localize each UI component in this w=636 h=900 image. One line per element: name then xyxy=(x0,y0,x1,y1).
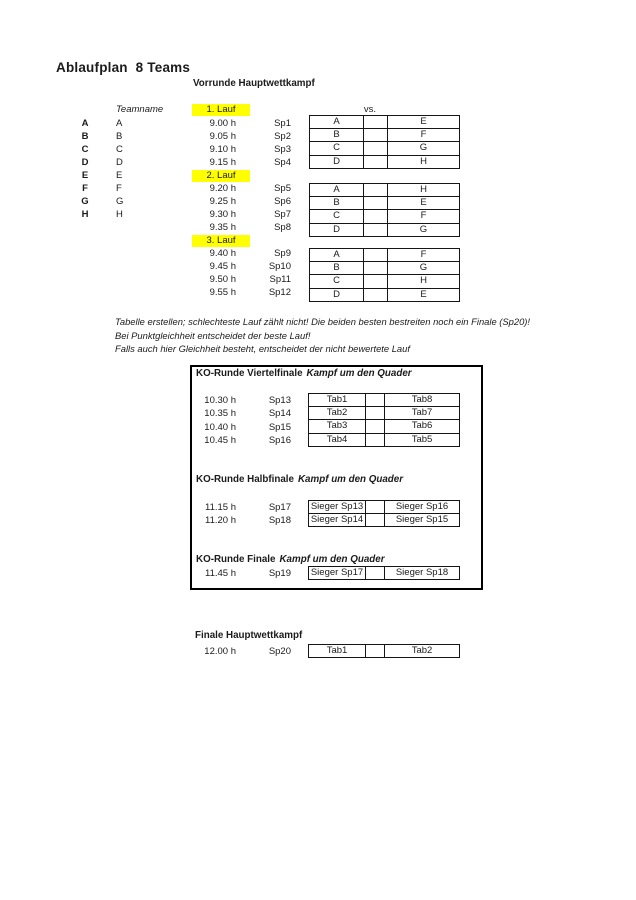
rules-note: Tabelle erstellen; schlechteste Lauf zählt nicht! Die beiden besten bestreiten noch ein Finale (Sp20)! xyxy=(115,316,531,327)
match-number: Sp6 xyxy=(274,196,291,207)
vorrunde-pairings-lauf-2 xyxy=(309,183,460,237)
rules-note: Falls auch hier Gleichheit besteht, entscheidet der nicht bewertete Lauf xyxy=(115,343,410,354)
match-number: Sp11 xyxy=(269,274,291,285)
ko-round-subtitle: Kampf um den Quader xyxy=(306,368,412,379)
away-team-cell: Sieger Sp18 xyxy=(385,567,460,580)
ko-final-pairing xyxy=(308,566,460,580)
home-team-cell: Tab1 xyxy=(309,394,366,407)
match-number: Sp3 xyxy=(274,144,291,155)
rules-note: Bei Punktgleichheit entscheidet der beste Lauf! xyxy=(115,330,311,341)
team-letter: F xyxy=(82,183,88,194)
ko-round-subtitle: Kampf um den Quader xyxy=(297,474,404,485)
match-time: 9.20 h xyxy=(209,183,236,194)
match-number: Sp8 xyxy=(274,222,291,233)
home-team-cell: Tab4 xyxy=(309,433,366,446)
team-letter: D xyxy=(81,157,89,168)
team-name: A xyxy=(116,118,123,129)
pairing-row xyxy=(310,155,460,168)
pairing-row xyxy=(310,116,460,129)
match-time: 10.45 h xyxy=(204,435,236,446)
away-team-cell: E xyxy=(388,197,460,210)
match-time: 11.45 h xyxy=(205,568,236,579)
match-number: Sp10 xyxy=(268,261,291,272)
match-time: 9.45 h xyxy=(209,261,236,272)
ko-semifinal-pairings xyxy=(308,500,460,527)
match-time: 9.55 h xyxy=(209,287,236,298)
pairing-row xyxy=(309,514,460,527)
home-team-cell: Tab3 xyxy=(309,420,366,433)
away-team-cell: H xyxy=(388,184,460,197)
home-team-cell: A xyxy=(310,249,364,262)
away-team-cell: Tab8 xyxy=(385,394,460,407)
vs-divider-cell xyxy=(364,223,388,236)
away-team-cell: Tab5 xyxy=(385,433,460,446)
pairing-row xyxy=(310,262,460,275)
match-number: Sp20 xyxy=(268,646,291,657)
vs-divider-cell xyxy=(366,501,385,514)
match-number: Sp14 xyxy=(268,408,291,419)
match-time: 9.30 h xyxy=(209,209,236,220)
pairing-row xyxy=(310,142,460,155)
finale-title: Finale Hauptwettkampf xyxy=(195,630,303,641)
home-team-cell: C xyxy=(310,210,364,223)
team-letter: C xyxy=(81,144,89,155)
vs-label: vs. xyxy=(363,104,377,115)
team-name: F xyxy=(116,183,122,194)
pairing-row xyxy=(310,184,460,197)
home-team-cell: A xyxy=(310,116,364,129)
vs-divider-cell xyxy=(366,394,385,407)
match-number: Sp5 xyxy=(274,183,291,194)
away-team-cell: E xyxy=(388,288,460,301)
ko-round-subtitle: Kampf um den Quader xyxy=(279,554,385,565)
lauf-2-label: 2. Lauf xyxy=(192,170,250,182)
home-team-cell: A xyxy=(310,184,364,197)
home-team-cell: Tab2 xyxy=(309,407,366,420)
away-team-cell: G xyxy=(388,262,460,275)
home-team-cell: Sieger Sp14 xyxy=(309,514,366,527)
team-letter: H xyxy=(81,209,89,220)
vs-divider-cell xyxy=(364,142,388,155)
match-number: Sp9 xyxy=(274,248,291,259)
match-time: 11.20 h xyxy=(205,515,236,526)
pairing-row xyxy=(310,197,460,210)
match-number: Sp16 xyxy=(268,435,291,446)
match-time: 9.35 h xyxy=(209,222,236,233)
match-time: 9.25 h xyxy=(209,196,236,207)
team-letter: E xyxy=(81,170,89,181)
pairing-row xyxy=(310,210,460,223)
home-team-cell: C xyxy=(310,275,364,288)
vs-divider-cell xyxy=(366,420,385,433)
ko-quarterfinal-pairings xyxy=(308,393,460,447)
away-team-cell: H xyxy=(388,155,460,168)
team-name: H xyxy=(116,209,123,220)
match-time: 9.40 h xyxy=(209,248,236,259)
home-team-cell: Sieger Sp13 xyxy=(309,501,366,514)
match-number: Sp18 xyxy=(268,515,291,526)
home-team-cell: Tab1 xyxy=(309,645,366,658)
pairing-row xyxy=(310,249,460,262)
pairing-row xyxy=(309,394,460,407)
match-number: Sp13 xyxy=(268,395,291,406)
away-team-cell: Tab6 xyxy=(385,420,460,433)
match-time: 9.05 h xyxy=(209,131,236,142)
away-team-cell: G xyxy=(388,223,460,236)
match-number: Sp17 xyxy=(268,502,291,513)
match-number: Sp4 xyxy=(274,157,291,168)
away-team-cell: Tab7 xyxy=(385,407,460,420)
pairing-row xyxy=(310,129,460,142)
match-time: 10.35 h xyxy=(204,408,236,419)
vs-divider-cell xyxy=(364,129,388,142)
away-team-cell: Sieger Sp15 xyxy=(385,514,460,527)
match-number: Sp1 xyxy=(274,118,291,129)
match-number: Sp2 xyxy=(274,131,291,142)
away-team-cell: H xyxy=(388,275,460,288)
match-number: Sp19 xyxy=(268,568,291,579)
ko-quarterfinal-title xyxy=(196,368,412,380)
match-number: Sp7 xyxy=(274,209,291,220)
ko-round-title: KO-Runde Halbfinale xyxy=(196,474,294,485)
home-team-cell: D xyxy=(310,288,364,301)
vs-divider-cell xyxy=(366,645,385,658)
vs-divider-cell xyxy=(364,262,388,275)
vs-divider-cell xyxy=(364,155,388,168)
team-name: D xyxy=(116,157,123,168)
lauf-1-label: 1. Lauf xyxy=(192,104,250,116)
ko-round-title: KO-Runde Viertelfinale xyxy=(196,368,303,379)
vs-divider-cell xyxy=(366,514,385,527)
page-title: Ablaufplan 8 Teams xyxy=(56,60,191,75)
match-time: 12.00 h xyxy=(204,646,236,657)
pairing-row xyxy=(309,567,460,580)
home-team-cell: Sieger Sp17 xyxy=(309,567,366,580)
match-time: 9.00 h xyxy=(209,118,236,129)
match-time: 11.15 h xyxy=(205,502,236,513)
match-time: 10.30 h xyxy=(204,395,236,406)
pairing-row xyxy=(309,407,460,420)
away-team-cell: F xyxy=(388,210,460,223)
pairing-row xyxy=(310,223,460,236)
away-team-cell: G xyxy=(388,142,460,155)
vs-divider-cell xyxy=(364,288,388,301)
team-name: C xyxy=(116,144,123,155)
vs-divider-cell xyxy=(366,433,385,446)
home-team-cell: D xyxy=(310,223,364,236)
pairing-row xyxy=(309,645,460,658)
match-number: Sp12 xyxy=(268,287,291,298)
vs-divider-cell xyxy=(364,210,388,223)
vs-divider-cell xyxy=(364,116,388,129)
away-team-cell: Sieger Sp16 xyxy=(385,501,460,514)
vs-divider-cell xyxy=(366,567,385,580)
match-time: 9.10 h xyxy=(209,144,236,155)
away-team-cell: F xyxy=(388,249,460,262)
vs-divider-cell xyxy=(364,275,388,288)
team-letter: A xyxy=(81,118,89,129)
lauf-3-label: 3. Lauf xyxy=(192,235,250,247)
home-team-cell: D xyxy=(310,155,364,168)
team-name: G xyxy=(116,196,124,207)
vs-divider-cell xyxy=(366,407,385,420)
teamname-column-label: Teamname xyxy=(116,104,164,115)
vorrunde-pairings-lauf-1 xyxy=(309,115,460,169)
team-name: E xyxy=(116,170,123,181)
home-team-cell: B xyxy=(310,262,364,275)
ko-final-title xyxy=(196,554,385,566)
team-letter: G xyxy=(81,196,89,207)
home-team-cell: B xyxy=(310,197,364,210)
ko-semifinal-title xyxy=(196,474,403,486)
away-team-cell: E xyxy=(388,116,460,129)
vs-divider-cell xyxy=(364,184,388,197)
home-team-cell: C xyxy=(310,142,364,155)
vs-divider-cell xyxy=(364,197,388,210)
pairing-row xyxy=(309,433,460,446)
home-team-cell: B xyxy=(310,129,364,142)
pairing-row xyxy=(309,501,460,514)
ko-round-title: KO-Runde Finale xyxy=(196,554,276,565)
match-time: 9.15 h xyxy=(209,157,236,168)
finale-pairing xyxy=(308,644,460,658)
match-time: 9.50 h xyxy=(209,274,236,285)
vorrunde-title: Vorrunde Hauptwettkampf xyxy=(193,78,315,89)
pairing-row xyxy=(309,420,460,433)
vs-divider-cell xyxy=(364,249,388,262)
team-name: B xyxy=(116,131,123,142)
vorrunde-pairings-lauf-3 xyxy=(309,248,460,302)
pairing-row xyxy=(310,288,460,301)
match-time: 10.40 h xyxy=(204,422,236,433)
away-team-cell: F xyxy=(388,129,460,142)
team-letter: B xyxy=(81,131,89,142)
pairing-row xyxy=(310,275,460,288)
match-number: Sp15 xyxy=(268,422,291,433)
away-team-cell: Tab2 xyxy=(385,645,460,658)
